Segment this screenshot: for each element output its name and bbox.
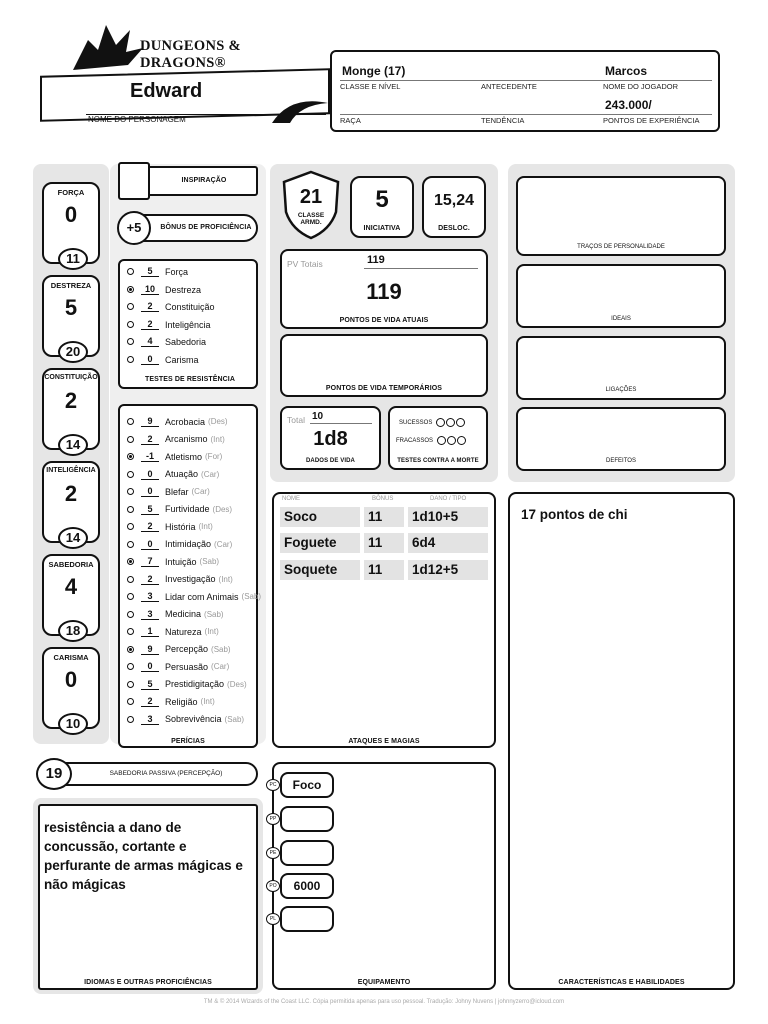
coin-pl-label: PL xyxy=(266,913,280,925)
skill-value: 2 xyxy=(141,521,159,532)
ability-intelligence[interactable] xyxy=(42,461,100,543)
coin-pp-label: PP xyxy=(266,813,280,825)
skill-row[interactable] xyxy=(127,658,229,676)
attack-name[interactable]: Soquete xyxy=(280,560,360,580)
death-successes-label: SUCESSOS xyxy=(399,419,433,426)
skill-attr: (Int) xyxy=(218,574,233,584)
character-name-label: NOME DO PERSONAGEM xyxy=(88,115,186,124)
skill-row[interactable] xyxy=(127,448,222,466)
death-success-dot[interactable] xyxy=(456,418,465,427)
skill-value: 5 xyxy=(141,679,159,690)
skill-row[interactable] xyxy=(127,466,219,484)
proficiency-dot[interactable] xyxy=(127,488,134,495)
death-fail-dot[interactable] xyxy=(447,436,456,445)
skill-attr: (Int) xyxy=(210,434,225,444)
death-successes-row[interactable] xyxy=(399,418,465,427)
armor-class-value[interactable]: 21 xyxy=(299,186,323,208)
skill-row[interactable] xyxy=(127,711,244,729)
hit-dice-total-value: 10 xyxy=(312,411,324,422)
attacks-label: ATAQUES E MAGIAS xyxy=(348,738,420,745)
ability-modifier: 11 xyxy=(58,248,88,270)
proficiency-value[interactable]: +5 xyxy=(117,211,151,245)
proficiency-label: BÔNUS DE PROFICIÊNCIA xyxy=(160,224,252,231)
proficiency-dot[interactable] xyxy=(127,356,134,363)
footer-copyright: TM & © 2014 Wizards of the Coast LLC. Cópia permitida apenas para uso pessoal. Tradução: Johny Nuvens | johnnyzerro@icloud.com xyxy=(203,999,565,1005)
race-label: RAÇA xyxy=(340,116,361,125)
player-name-label: NOME DO JOGADOR xyxy=(603,82,679,91)
attacks-box xyxy=(272,492,496,748)
skill-value: 0 xyxy=(141,469,159,480)
skill-value: 3 xyxy=(141,591,159,602)
proficiency-dot[interactable] xyxy=(127,506,134,513)
save-row[interactable] xyxy=(127,316,211,334)
skill-name: Acrobacia xyxy=(165,416,206,427)
ability-constitution[interactable] xyxy=(42,368,100,450)
skill-name: Sobrevivência xyxy=(165,714,222,725)
skill-name: Religião xyxy=(165,696,198,707)
proficiency-dot[interactable] xyxy=(127,593,134,600)
save-name: Força xyxy=(165,266,189,277)
skill-value: 0 xyxy=(141,539,159,550)
hit-dice-total-label: Total xyxy=(287,415,305,425)
skill-attr: (Des) xyxy=(212,504,233,514)
skill-attr: (Sab) xyxy=(211,644,231,654)
languages-text: resistência a dano de concussão, cortante e perfurante de armas mágicas e não mágicas xyxy=(44,820,243,892)
proficiency-dot[interactable] xyxy=(127,663,134,670)
character-name[interactable]: Edward xyxy=(130,80,203,102)
death-saves-label: TESTES CONTRA A MORTE xyxy=(397,458,479,464)
ability-score: 0 xyxy=(64,202,78,227)
skill-attr: (Car) xyxy=(214,539,233,549)
passive-perception-value[interactable]: 19 xyxy=(36,758,72,790)
attack-bonus[interactable]: 11 xyxy=(364,533,404,553)
attack-bonus[interactable]: 11 xyxy=(364,560,404,580)
coin-pc-label: PC xyxy=(266,779,280,791)
xp-label: PONTOS DE EXPERIÊNCIA xyxy=(603,116,700,125)
speed-label: DESLOC. xyxy=(438,225,470,232)
coin-pe-field[interactable] xyxy=(280,840,334,866)
proficiency-dot[interactable] xyxy=(127,716,134,723)
proficiency-dot[interactable] xyxy=(127,436,134,443)
skill-row[interactable] xyxy=(127,518,213,536)
ability-score: 2 xyxy=(64,388,78,413)
equipment-label: EQUIPAMENTO xyxy=(357,979,411,986)
coin-pp-field[interactable] xyxy=(280,806,334,832)
attacks-col-damage: DANO / TIPO xyxy=(430,496,467,502)
skill-row[interactable] xyxy=(127,501,232,519)
ability-charisma[interactable] xyxy=(42,647,100,729)
xp-value[interactable]: 243.000/ xyxy=(605,98,652,112)
coin-pe-label: PE xyxy=(266,847,280,859)
save-row[interactable] xyxy=(127,351,199,369)
passive-perception-label: SABEDORIA PASSIVA (PERCEPÇÃO) xyxy=(109,770,223,777)
logo-text: DUNGEONS & DRAGONS® xyxy=(140,38,241,71)
proficiency-dot[interactable] xyxy=(127,286,134,293)
features-box[interactable] xyxy=(508,492,735,990)
skill-row[interactable] xyxy=(127,571,233,589)
proficiency-dot[interactable] xyxy=(127,541,134,548)
skill-name: Prestidigitação xyxy=(165,679,225,690)
background-label: ANTECEDENTE xyxy=(481,82,537,91)
save-value: 4 xyxy=(141,336,159,347)
coin-po-field[interactable]: 6000 xyxy=(280,873,334,899)
skill-row[interactable] xyxy=(127,536,232,554)
hit-dice-label: DADOS DE VIDA xyxy=(306,458,355,464)
attack-name[interactable]: Soco xyxy=(280,507,360,527)
proficiency-dot[interactable] xyxy=(127,453,134,460)
proficiency-dot[interactable] xyxy=(127,646,134,653)
proficiency-dot[interactable] xyxy=(127,698,134,705)
class-level-label: CLASSE E NÍVEL xyxy=(340,82,401,91)
ability-modifier: 14 xyxy=(58,527,88,549)
features-label: CARACTERÍSTICAS E HABILIDADES xyxy=(558,979,685,986)
skill-name: Medicina xyxy=(165,609,202,620)
ability-score: 2 xyxy=(64,481,78,506)
save-name: Destreza xyxy=(165,284,202,295)
skill-row[interactable] xyxy=(127,553,219,571)
hp-max-label: PV Totais xyxy=(287,259,323,269)
skill-name: História xyxy=(165,521,196,532)
save-name: Inteligência xyxy=(165,319,211,330)
languages-label: IDIOMAS E OUTRAS PROFICIÊNCIAS xyxy=(84,979,212,986)
coin-po-label: PO xyxy=(266,880,280,892)
skill-row[interactable] xyxy=(127,588,261,606)
save-value: 5 xyxy=(141,266,159,277)
save-name: Constituição xyxy=(165,301,215,312)
death-success-dot[interactable] xyxy=(436,418,445,427)
skill-row[interactable] xyxy=(127,431,225,449)
skill-value: 7 xyxy=(141,556,159,567)
save-row[interactable] xyxy=(127,298,215,316)
save-row[interactable] xyxy=(127,281,201,299)
skill-attr: (Sab) xyxy=(199,557,220,567)
death-fail-dot[interactable] xyxy=(437,436,446,445)
skill-attr: (Sab) xyxy=(224,714,245,724)
skills-label: PERÍCIAS xyxy=(171,738,205,745)
hp-temp-label: PONTOS DE VIDA TEMPORÁRIOS xyxy=(325,385,443,392)
class-level-value[interactable]: Monge (17) xyxy=(342,64,406,78)
proficiency-dot[interactable] xyxy=(127,338,134,345)
skill-name: Investigação xyxy=(165,574,216,585)
proficiency-dot[interactable] xyxy=(127,576,134,583)
ability-wisdom[interactable] xyxy=(42,554,100,636)
skill-row[interactable] xyxy=(127,623,219,641)
ability-name: FORÇA xyxy=(57,188,85,197)
saving-throws-label: TESTES DE RESISTÊNCIA xyxy=(144,376,235,383)
skill-row[interactable] xyxy=(127,413,228,431)
skill-attr: (Sab) xyxy=(241,592,262,602)
skill-attr: (Int) xyxy=(204,627,219,637)
dragon-tail-icon xyxy=(270,95,330,127)
save-row[interactable] xyxy=(127,333,206,351)
proficiency-dot[interactable] xyxy=(127,268,134,275)
skill-row[interactable] xyxy=(127,483,210,501)
hp-current-value: 119 xyxy=(366,279,402,304)
ability-score: 5 xyxy=(64,295,78,320)
attack-damage[interactable]: 6d4 xyxy=(408,533,488,553)
death-success-dot[interactable] xyxy=(446,418,455,427)
hit-dice-value: 1d8 xyxy=(313,428,348,450)
skill-value: 9 xyxy=(141,644,159,655)
hp-current-label: PONTOS DE VIDA ATUAIS xyxy=(339,317,429,324)
skill-value: 2 xyxy=(141,434,159,445)
skill-name: Blefar xyxy=(165,486,189,497)
skill-value: 2 xyxy=(141,574,159,585)
skill-attr: (Car) xyxy=(211,662,230,672)
skill-attr: (Sab) xyxy=(204,609,224,619)
skill-name: Intimidação xyxy=(165,539,212,550)
skill-value: -1 xyxy=(141,451,159,462)
attack-bonus[interactable]: 11 xyxy=(364,507,404,527)
skill-attr: (Int) xyxy=(200,697,215,707)
proficiency-dot[interactable] xyxy=(127,628,134,635)
attacks-col-bonus: BÔNUS xyxy=(372,496,394,502)
skill-name: Percepção xyxy=(165,644,209,655)
skill-row[interactable] xyxy=(127,641,231,659)
attack-damage[interactable]: 1d12+5 xyxy=(408,560,488,580)
save-row[interactable] xyxy=(127,263,188,281)
coin-pc-field[interactable]: Foco xyxy=(280,772,334,798)
attacks-col-name: NOME xyxy=(282,496,300,502)
death-fail-dot[interactable] xyxy=(457,436,466,445)
save-value: 2 xyxy=(141,301,159,312)
proficiency-dot[interactable] xyxy=(127,321,134,328)
features-text: 17 pontos de chi xyxy=(521,507,628,522)
ability-name: INTELIGÊNCIA xyxy=(46,467,96,474)
death-failures-row[interactable] xyxy=(396,436,466,445)
ability-modifier: 10 xyxy=(58,713,88,735)
skill-value: 3 xyxy=(141,714,159,725)
skill-attr: (Des) xyxy=(227,679,247,689)
skill-attr: (Des) xyxy=(208,417,228,427)
proficiency-dot[interactable] xyxy=(127,523,134,530)
skill-value: 1 xyxy=(141,626,159,637)
ability-modifier: 14 xyxy=(58,434,88,456)
attack-damage[interactable]: 1d10+5 xyxy=(408,507,488,527)
hp-max-value[interactable]: 119 xyxy=(367,254,385,266)
save-value: 0 xyxy=(141,354,159,365)
ability-score: 0 xyxy=(64,667,78,692)
proficiency-dot[interactable] xyxy=(127,418,134,425)
personality-traits-label: TRAÇOS DE PERSONALIDADE xyxy=(577,244,665,250)
attack-name[interactable]: Foguete xyxy=(280,533,360,553)
speed-value: 15,24 xyxy=(433,192,475,209)
proficiency-dot[interactable] xyxy=(127,558,134,565)
skill-value: 5 xyxy=(141,504,159,515)
skill-name: Furtividade xyxy=(165,504,210,515)
dragon-icon xyxy=(68,20,148,75)
armor-class-label: CLASSE ARMD. xyxy=(297,212,325,226)
ability-dexterity[interactable] xyxy=(42,275,100,357)
skill-row[interactable] xyxy=(127,693,215,711)
proficiency-dot[interactable] xyxy=(127,681,134,688)
skill-name: Natureza xyxy=(165,626,202,637)
ideals-label: IDEAIS xyxy=(611,316,631,322)
skill-value: 3 xyxy=(141,609,159,620)
player-name-value[interactable]: Marcos xyxy=(605,64,648,78)
skill-name: Lidar com Animais xyxy=(165,591,239,602)
ability-name: CONSTITUIÇÃO xyxy=(44,374,98,381)
skill-attr: (Car) xyxy=(191,487,210,497)
skill-name: Persuasão xyxy=(165,661,209,672)
ability-modifier: 18 xyxy=(58,620,88,642)
skill-attr: (For) xyxy=(205,452,223,462)
ability-name: SABEDORIA xyxy=(48,560,94,569)
death-failures-label: FRACASSOS xyxy=(396,437,434,444)
save-value: 10 xyxy=(141,284,159,295)
skill-attr: (Car) xyxy=(201,469,220,479)
ability-name: DESTREZA xyxy=(50,281,92,290)
skill-value: 0 xyxy=(141,486,159,497)
save-name: Carisma xyxy=(165,354,199,365)
initiative-label: INICIATIVA xyxy=(363,225,401,232)
alignment-label: TENDÊNCIA xyxy=(481,116,525,125)
skill-name: Atuação xyxy=(165,469,199,480)
skill-name: Arcanismo xyxy=(165,434,208,445)
ability-name: CARISMA xyxy=(53,653,89,662)
proficiency-dot[interactable] xyxy=(127,471,134,478)
proficiency-dot[interactable] xyxy=(127,303,134,310)
inspiration-label: INSPIRAÇÃO xyxy=(181,177,227,184)
skill-value: 2 xyxy=(141,696,159,707)
ability-score: 4 xyxy=(64,574,78,599)
initiative-value: 5 xyxy=(375,186,389,213)
skill-value: 0 xyxy=(141,661,159,672)
skill-name: Intuição xyxy=(165,556,197,567)
skill-attr: (Int) xyxy=(198,522,213,532)
proficiency-dot[interactable] xyxy=(127,611,134,618)
skill-value: 9 xyxy=(141,416,159,427)
save-name: Sabedoria xyxy=(165,336,207,347)
skill-row[interactable] xyxy=(127,676,247,694)
ability-modifier: 20 xyxy=(58,341,88,363)
bonds-label: LIGAÇÕES xyxy=(605,387,637,393)
skill-row[interactable] xyxy=(127,606,224,624)
ability-strength[interactable] xyxy=(42,182,100,264)
flaws-label: DEFEITOS xyxy=(606,458,636,464)
inspiration-checkbox[interactable] xyxy=(118,162,150,200)
skill-name: Atletismo xyxy=(165,451,203,462)
coin-pl-field[interactable] xyxy=(280,906,334,932)
save-value: 2 xyxy=(141,319,159,330)
